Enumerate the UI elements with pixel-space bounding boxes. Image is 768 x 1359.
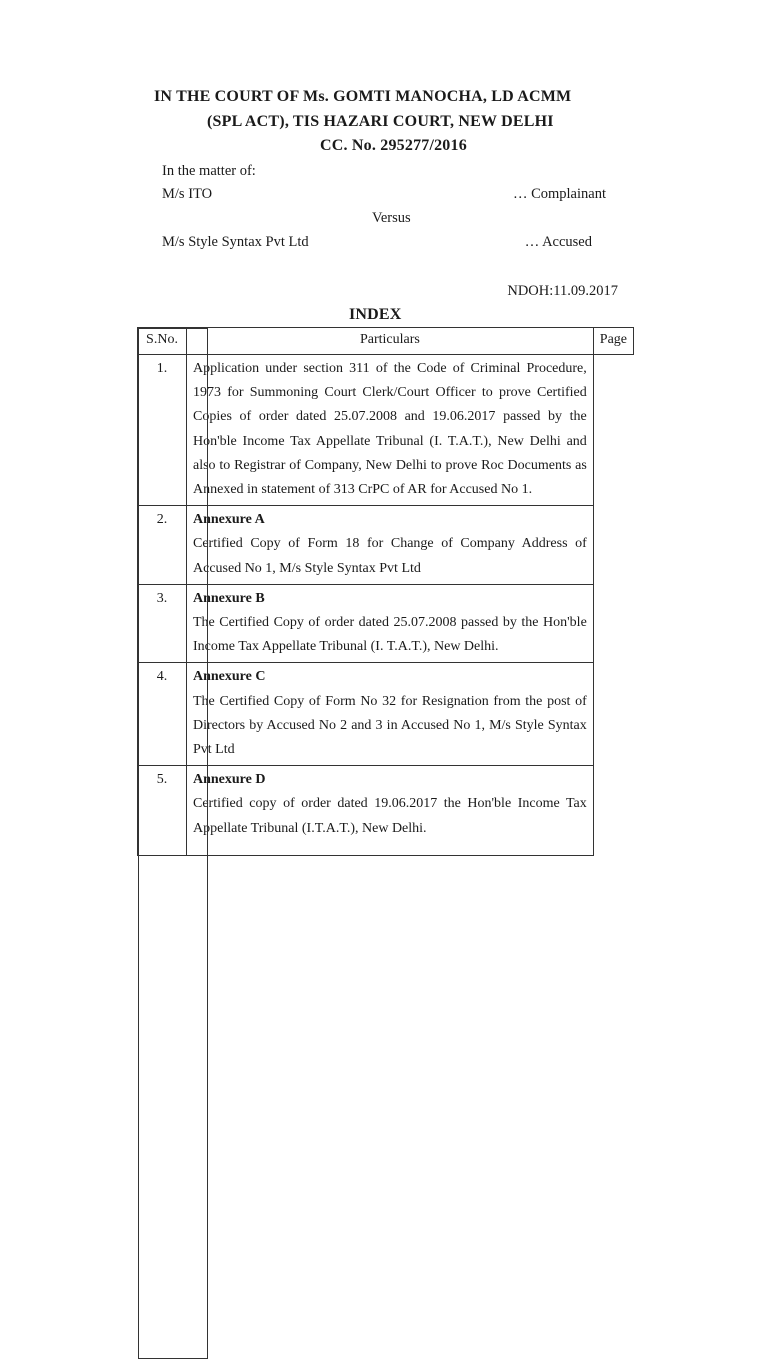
row-sno: 3. [138,584,187,663]
next-date-of-hearing: NDOH:11.09.2017 [507,283,618,299]
row-sno: 5. [138,766,187,856]
row-sno: 2. [138,506,187,585]
row-description: Certified Copy of Form 18 for Change of Company Address of Accused No 1, M/s Style Syntax Pvt Ltd [193,536,587,576]
row-sno: 4. [138,663,187,766]
header-particulars: Particulars [187,328,594,355]
accused-name: M/s Style Syntax Pvt Ltd [162,234,309,250]
row-particulars [187,584,594,663]
matter-label: In the matter of: [162,163,256,179]
table-header-row [138,328,634,355]
row-particulars [187,506,594,585]
table-row [138,766,634,856]
index-title: INDEX [349,306,402,323]
table-row [138,355,634,506]
court-title-line-2: (SPL ACT), TIS HAZARI COURT, NEW DELHI [207,113,554,130]
table-row [138,584,634,663]
row-annexure-title: Annexure B [193,590,265,606]
row-description: The Certified Copy of Form No 32 for Resignation from the post of Directors by Accused No 2 and 3 in Accused No 1, M/s Style Syntax Pvt Ltd [193,693,587,758]
complainant-role: … Complainant [512,186,606,202]
table-row [138,506,634,585]
row-particulars [187,355,594,506]
row-description: Certified copy of order dated 19.06.2017 the Hon'ble Income Tax Appellate Tribunal (I.T.A.T.), New Delhi. [193,796,587,836]
row-particulars [187,663,594,766]
versus-label: Versus [372,210,411,226]
row-annexure-title: Annexure D [193,772,266,788]
row-description: The Certified Copy of order dated 25.07.2008 passed by the Hon'ble Income Tax Appellate Tribunal (I. T.A.T.), New Delhi. [193,615,587,655]
header-sno: S.No. [138,328,187,355]
complainant-name: M/s ITO [162,186,213,202]
row-sno: 1. [138,355,187,506]
accused-role: … Accused [524,234,592,250]
court-title-line-1: IN THE COURT OF Ms. GOMTI MANOCHA, LD ACMM [154,88,572,105]
row-annexure-title: Annexure C [193,669,266,685]
header-page: Page [593,328,633,355]
row-annexure-title: Annexure A [193,512,265,528]
row-page [138,328,208,1359]
case-number: CC. No. 295277/2016 [320,137,467,154]
table-row [138,663,634,766]
index-table [137,327,634,856]
row-description: Application under section 311 of the Code of Criminal Procedure, 1973 for Summoning Court Clerk/Court Officer to prove Certified Copies of order dated 25.07.2008 and 19.06.2017 passed by the Hon'ble Income Tax Appellate Tribunal (I. T.A.T.), New Delhi and also to Registrar of Company, New Delhi to prove Roc Documents as Annexed in statement of 313 CrPC of AR for Accused No 1. [193,361,587,498]
row-particulars [187,766,594,856]
